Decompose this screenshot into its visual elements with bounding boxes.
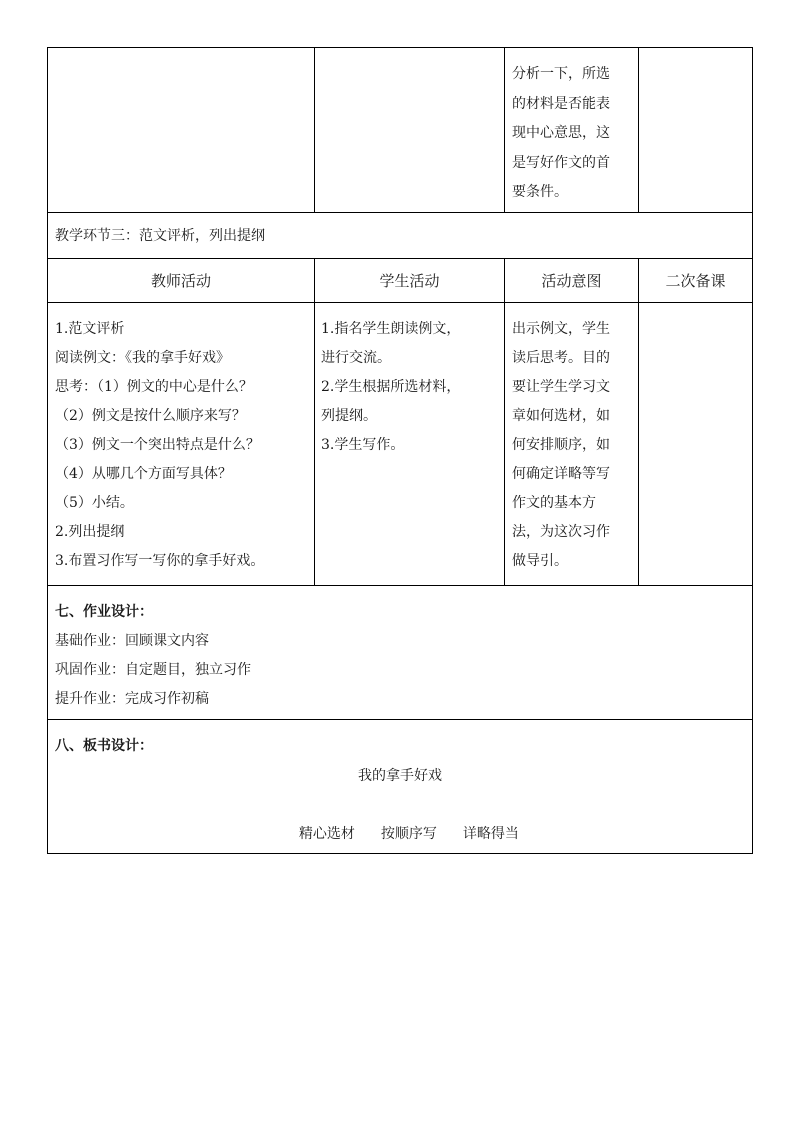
- intent-line: 何安排顺序，如: [512, 437, 610, 453]
- homework-section: [55, 598, 745, 714]
- header-activity-intent: 活动意图: [541, 272, 602, 290]
- intent-line: 是写好作文的首: [512, 154, 610, 171]
- header-second-prep: 二次备课: [665, 272, 726, 290]
- student-line: 列提纲。: [321, 408, 377, 424]
- row-divider: [47, 302, 753, 303]
- column-divider: [314, 47, 315, 212]
- teacher-activity-cell: [55, 315, 311, 576]
- intent-line: 作文的基本方: [512, 495, 596, 511]
- intent-line: 要让学生学习文: [512, 379, 610, 395]
- board-section: [55, 732, 745, 878]
- homework-line: 提升作业：完成习作初稿: [55, 691, 209, 707]
- intent-line: 的材料是否能表: [512, 95, 610, 112]
- teacher-line: （4）从哪几个方面写具体？: [55, 466, 232, 482]
- header-teacher-activity: 教师活动: [150, 272, 211, 290]
- intent-line: 章如何选材，如: [512, 408, 610, 424]
- teacher-line: （2）例文是按什么顺序来写？: [55, 408, 246, 424]
- intent-line: 分析一下，所选: [512, 66, 610, 82]
- intent-line: 现中心意思，这: [512, 125, 610, 141]
- student-line: 2.学生根据所选材料，: [321, 379, 461, 395]
- column-divider: [638, 47, 639, 212]
- student-line: 1.指名学生朗读例文，: [321, 321, 461, 337]
- intent-line: 要条件。: [512, 184, 568, 200]
- row-divider: [47, 212, 753, 213]
- section-three-title: 教学环节三：范文评析，列出提纲: [55, 228, 265, 244]
- teacher-line: 阅读例文：《我的拿手好戏》: [55, 350, 230, 366]
- board-item: 详略得当: [462, 826, 519, 842]
- student-line: 3.学生写作。: [321, 437, 405, 453]
- intent-line: 出示例文，学生: [512, 321, 610, 337]
- table-border-top: [47, 47, 753, 48]
- row-divider: [47, 585, 753, 586]
- student-line: 进行交流。: [321, 350, 391, 366]
- board-title: 八、板书设计：: [55, 738, 153, 754]
- board-item: 精心选材: [298, 826, 355, 842]
- intent-line: 何确定详略等写: [512, 466, 610, 482]
- student-activity-cell: [321, 315, 501, 460]
- column-divider: [504, 258, 505, 585]
- intent-line: 读后思考。目的: [512, 350, 610, 366]
- column-divider: [504, 47, 505, 212]
- intent-line: 做导引。: [512, 553, 568, 569]
- header-student-activity: 学生活动: [379, 272, 440, 290]
- column-divider: [314, 258, 315, 585]
- teacher-line: 1.范文评析: [55, 321, 125, 337]
- teacher-line: 思考：（1）例文的中心是什么？: [55, 379, 253, 395]
- row-divider: [47, 719, 753, 720]
- teacher-line: 3.布置习作写一写你的拿手好戏。: [55, 553, 265, 569]
- activity-intent-cell: [512, 315, 634, 576]
- intent-line: 法，为这次习作: [512, 524, 610, 540]
- homework-line: 基础作业：回顾课文内容: [55, 633, 209, 649]
- column-divider: [638, 258, 639, 585]
- teacher-line: （3）例文一个突出特点是什么？: [55, 437, 260, 453]
- homework-line: 巩固作业：自定题目，独立习作: [55, 662, 251, 678]
- board-item: 按顺序写: [380, 826, 437, 842]
- homework-title: 七、作业设计：: [55, 604, 153, 620]
- table-border-left: [47, 47, 48, 853]
- teacher-line: 2.列出提纲: [55, 524, 125, 540]
- second-prep-cell: [645, 315, 745, 575]
- table-border-right: [752, 47, 753, 853]
- board-items-row: [55, 791, 745, 878]
- board-heading: 我的拿手好戏: [358, 768, 442, 784]
- teacher-line: （5）小结。: [55, 495, 134, 511]
- top-intent-cell: [512, 60, 634, 208]
